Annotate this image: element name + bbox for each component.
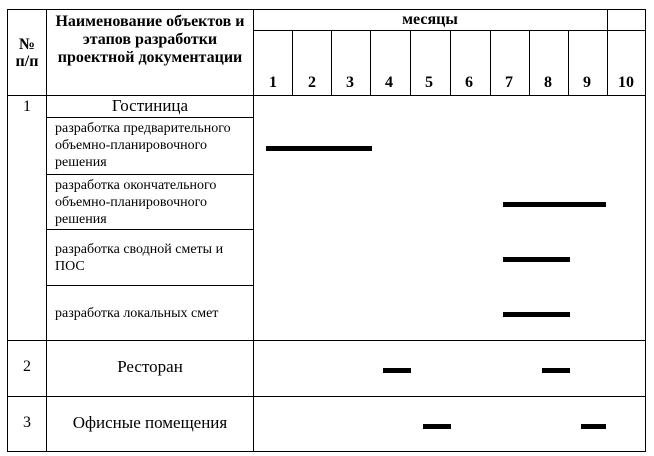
month-number: 10 (618, 74, 634, 91)
column-divider-no (46, 9, 47, 452)
table-border-top (7, 9, 646, 10)
table-border-bottom (7, 451, 646, 452)
table-border-right (645, 9, 646, 452)
gantt-bar (503, 257, 570, 262)
subtask-label: разработка локальных смет (55, 306, 219, 321)
gantt-bar (581, 424, 607, 429)
gantt-bar (383, 368, 411, 373)
months-title: месяцы (402, 11, 458, 28)
row-separator (7, 340, 646, 341)
month-number: 5 (425, 74, 433, 91)
month-divider-top-segment (607, 9, 608, 31)
month-number: 9 (583, 74, 591, 91)
table-border-left (7, 9, 8, 452)
gantt-bar (266, 146, 372, 151)
row-number: 3 (23, 414, 31, 431)
object-name-hotel: Гостиница (111, 96, 189, 115)
row-separator (7, 396, 646, 397)
subtask-label: разработка предварительного объемно-планировочного решения (55, 121, 231, 170)
gantt-bar (503, 312, 570, 317)
object-name-restaurant: Ресторан (117, 357, 183, 376)
month-number: 4 (385, 74, 393, 91)
gantt-bar (542, 368, 570, 373)
object-name-offices: Офисные помещения (72, 413, 228, 432)
header-name-label: Наименование объектов и этапов разработки проектной документации (55, 13, 245, 66)
subrow-line (46, 117, 254, 118)
gantt-bar (423, 424, 451, 429)
row-number: 2 (23, 358, 31, 375)
subrow-line (46, 174, 254, 175)
month-number: 6 (465, 74, 473, 91)
subtask-label: разработка окончательного объемно-планировочного решения (55, 178, 217, 227)
month-number: 7 (505, 74, 513, 91)
subtask-label: разработка сводной сметы и ПОС (55, 242, 224, 274)
subrow-line (46, 229, 254, 230)
month-number: 3 (346, 74, 354, 91)
header-number-label: № п/п (15, 36, 39, 70)
gantt-bar (503, 202, 607, 207)
month-number: 1 (269, 74, 277, 91)
subrow-line (46, 285, 254, 286)
month-number: 2 (308, 74, 316, 91)
month-number: 8 (544, 74, 552, 91)
row-number: 1 (23, 98, 31, 115)
